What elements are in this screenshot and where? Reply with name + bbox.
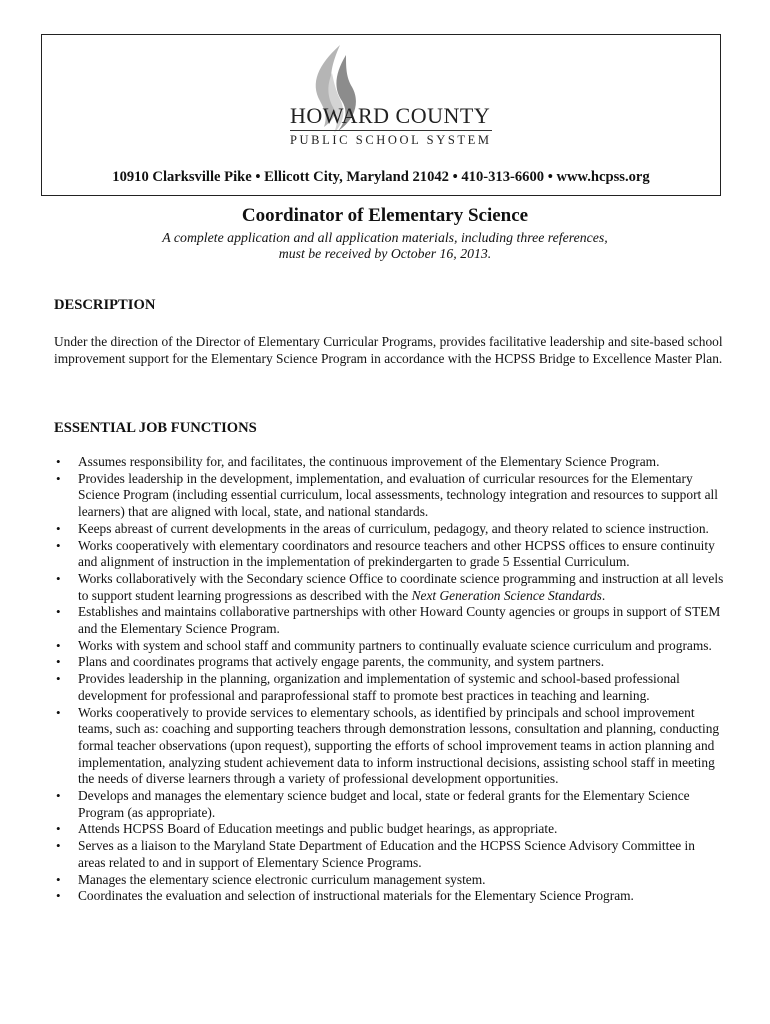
bullet-icon: • [56,454,61,469]
bullet-icon: • [56,520,61,536]
bullet-icon: • [56,788,61,804]
bullet-icon: • [56,838,61,854]
list-item-text: Establishes and maintains collaborative partnerships with other Howard County agencies or groups in support of STEM and the Elementary Science Program. [78,604,721,637]
list-item [54,471,724,521]
list-item-text: Coordinates the evaluation and selection of instructional materials for the Elementary Science Program. [78,888,634,904]
subtitle-line1: A complete application and all application materials, including three references, [162,230,608,245]
list-item-text: Works cooperatively with elementary coordinators and resource teachers and other HCPSS offices to ensure continuity and alignment of instruction in the implementation of prekindergarten to grade 5 Essential Curriculum. [78,537,715,570]
ngss-period: . [601,587,606,603]
logo-line1: HOWARD COUNTY [290,103,492,131]
list-item [54,571,724,604]
list-item-text: Works cooperatively to provide services to elementary schools, as identified by principals and school improvement teams, such as: coaching and supporting teachers through demonstration lessons, consultation and planning, conducting formal teacher observations (upon request), supporting the efforts of school improvement teams in action planning and implementation, analyzing student achievement data to inform instructional decisions, assisting school staff in meeting the needs of diverse learners through a variety of professional development opportunities. [78,704,720,787]
list-item [54,821,724,838]
bullet-icon: • [56,821,61,837]
list-item [54,454,724,471]
list-item-text: Attends HCPSS Board of Education meetings and public budget hearings, as appropriate. [78,821,558,837]
list-item [54,638,724,655]
bullet-icon: • [56,671,61,687]
list-item-text: Develops and manages the elementary science budget and local, state or federal grants for the Elementary Science Program (as appropriate). [78,788,690,820]
bullet-icon: • [56,470,61,486]
list-item-text: Manages the elementary science electronic curriculum management system. [78,871,486,887]
bullet-icon: • [56,637,61,653]
list-item-text: Keeps abreast of current developments in the areas of curriculum, pedagogy, and theory related to science instruction. [78,520,709,536]
list-item [54,788,724,821]
page-title: Coordinator of Elementary Science [241,205,529,226]
list-item [54,654,724,671]
logo-line2: PUBLIC SCHOOL SYSTEM [290,133,492,147]
bullet-icon: • [56,537,61,553]
list-item [54,888,724,905]
bullet-icon: • [56,570,61,586]
list-item [54,521,724,538]
list-item-text: Assumes responsibility for, and facilitates, the continuous improvement of the Elementary Science Program. [78,454,660,469]
list-item [54,538,724,571]
description-heading: DESCRIPTION [54,297,156,313]
application-deadline [0,230,770,262]
description-text: Under the direction of the Director of Elementary Curricular Programs, provides facilitative leadership and site-based school improvement support for the Elementary Science Program in accordance with the HCPSS Bridge to Excellence Master Plan. [54,334,723,366]
address-line: 10910 Clarksville Pike • Ellicott City, Maryland 21042 • 410-313-6600 • www.hcpss.org [112,169,650,185]
bullet-icon: • [56,654,61,670]
job-functions-heading: ESSENTIAL JOB FUNCTIONS [54,420,257,436]
ngss-reference: Next Generation Science Standards [411,587,602,603]
list-item [54,872,724,889]
letterhead [41,34,721,196]
list-item [54,705,724,789]
bullet-icon: • [56,604,61,620]
bullet-icon: • [56,704,61,720]
bullet-icon: • [56,871,61,887]
job-functions-list [54,454,724,905]
list-item-text: Provides leadership in the development, implementation, and evaluation of curricular resources for the Elementary Science Program (including essential curriculum, local assessments, technology integration and resources to support all learners) that are aligned with local, state, and national standards. [78,470,718,520]
list-item [54,604,724,637]
list-item-text: Provides leadership in the planning, organization and implementation of systemic and school-based professional development for professional and paraprofessional staff to promote best practices in teaching and learning. [78,671,680,703]
list-item-text: Works with system and school staff and community partners to continually evaluate science curriculum and programs. [78,637,712,653]
bullet-icon: • [56,888,61,904]
list-item [54,671,724,704]
list-item-text: Plans and coordinates programs that actively engage parents, the community, and system partners. [78,654,605,670]
district-logo-text [290,103,492,148]
subtitle-line2: must be received by October 16, 2013. [278,246,492,261]
list-item-text: Works collaboratively with the Secondary science Office to coordinate science programming and instruction at all levels to support student learning progressions as described with the [78,570,724,603]
list-item [54,838,724,871]
list-item-text: Serves as a liaison to the Maryland State Department of Education and the HCPSS Science Advisory Committee in areas related to and in support of Elementary Science Programs. [78,838,695,870]
